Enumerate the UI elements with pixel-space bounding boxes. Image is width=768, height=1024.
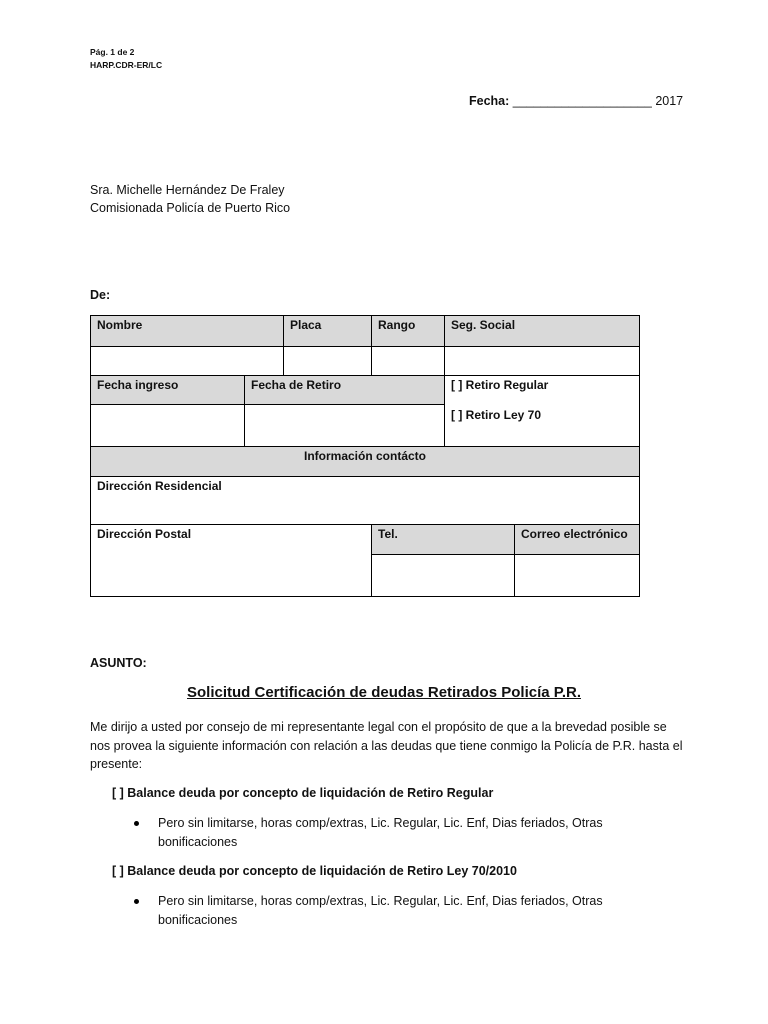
body-paragraph: Me dirijo a usted por consejo de mi representante legal con el propósito de que a la brevedad posible se nos provea la siguiente información con relación a las deudas que tiene conmigo la Policía de P.R. hasta el presente: (90, 720, 683, 771)
placa-field[interactable] (284, 347, 372, 376)
seg-social-field[interactable] (445, 347, 640, 376)
page-number: Pág. 1 de 2 (90, 47, 135, 57)
subject-title: Solicitud Certificación de deudas Retirados Policía P.R. (187, 684, 581, 701)
nombre-header: Nombre (91, 316, 284, 347)
fecha-retiro-header: Fecha de Retiro (245, 376, 445, 405)
correo-header: Correo electrónico (515, 525, 640, 555)
date-year: 2017 (655, 94, 684, 108)
direccion-residencial-label: Dirección Residencial (97, 479, 222, 493)
tel-field[interactable] (372, 555, 515, 597)
direccion-postal-field[interactable] (91, 525, 372, 597)
tel-header: Tel. (372, 525, 515, 555)
correo-field[interactable] (515, 555, 640, 597)
item-regular-checkbox[interactable]: [ ] Balance deuda por concepto de liquidación de Retiro Regular (112, 786, 494, 800)
nombre-field[interactable] (91, 347, 284, 376)
recipient-title: Comisionada Policía de Puerto Rico (90, 201, 291, 215)
bullet-icon (134, 821, 139, 826)
direccion-residencial-field[interactable] (91, 477, 640, 525)
requester-info-table (90, 315, 640, 597)
from-label: De: (90, 288, 111, 302)
item-ley70-bullet: Pero sin limitarse, horas comp/extras, Lic. Regular, Lic. Enf, Dias feriados, Otras bonificaciones (158, 894, 603, 927)
document-code: HARP.CDR-ER/LC (90, 60, 163, 70)
seg-social-header: Seg. Social (445, 316, 640, 347)
direccion-postal-label: Dirección Postal (97, 527, 192, 541)
item-regular-bullet: Pero sin limitarse, horas comp/extras, Lic. Regular, Lic. Enf, Dias feriados, Otras bonificaciones (158, 816, 603, 849)
recipient-name: Sra. Michelle Hernández De Fraley (90, 183, 285, 197)
retiro-regular-option[interactable]: [ ] Retiro Regular (451, 378, 549, 392)
retiro-type-options (445, 376, 640, 447)
date-line (469, 92, 683, 110)
fecha-retiro-field[interactable] (245, 405, 445, 447)
subject-label: ASUNTO: (90, 656, 147, 670)
placa-header: Placa (284, 316, 372, 347)
fecha-ingreso-header: Fecha ingreso (91, 376, 245, 405)
info-contacto-header: Información contácto (91, 447, 640, 477)
rango-header: Rango (372, 316, 445, 347)
date-label: Fecha: (469, 94, 510, 108)
retiro-ley70-option[interactable]: [ ] Retiro Ley 70 (451, 408, 542, 422)
rango-field[interactable] (372, 347, 445, 376)
date-blank[interactable]: ____________________ (512, 94, 652, 108)
item-ley70-checkbox[interactable]: [ ] Balance deuda por concepto de liquidación de Retiro Ley 70/2010 (112, 864, 517, 878)
bullet-icon (134, 899, 139, 904)
fecha-ingreso-field[interactable] (91, 405, 245, 447)
